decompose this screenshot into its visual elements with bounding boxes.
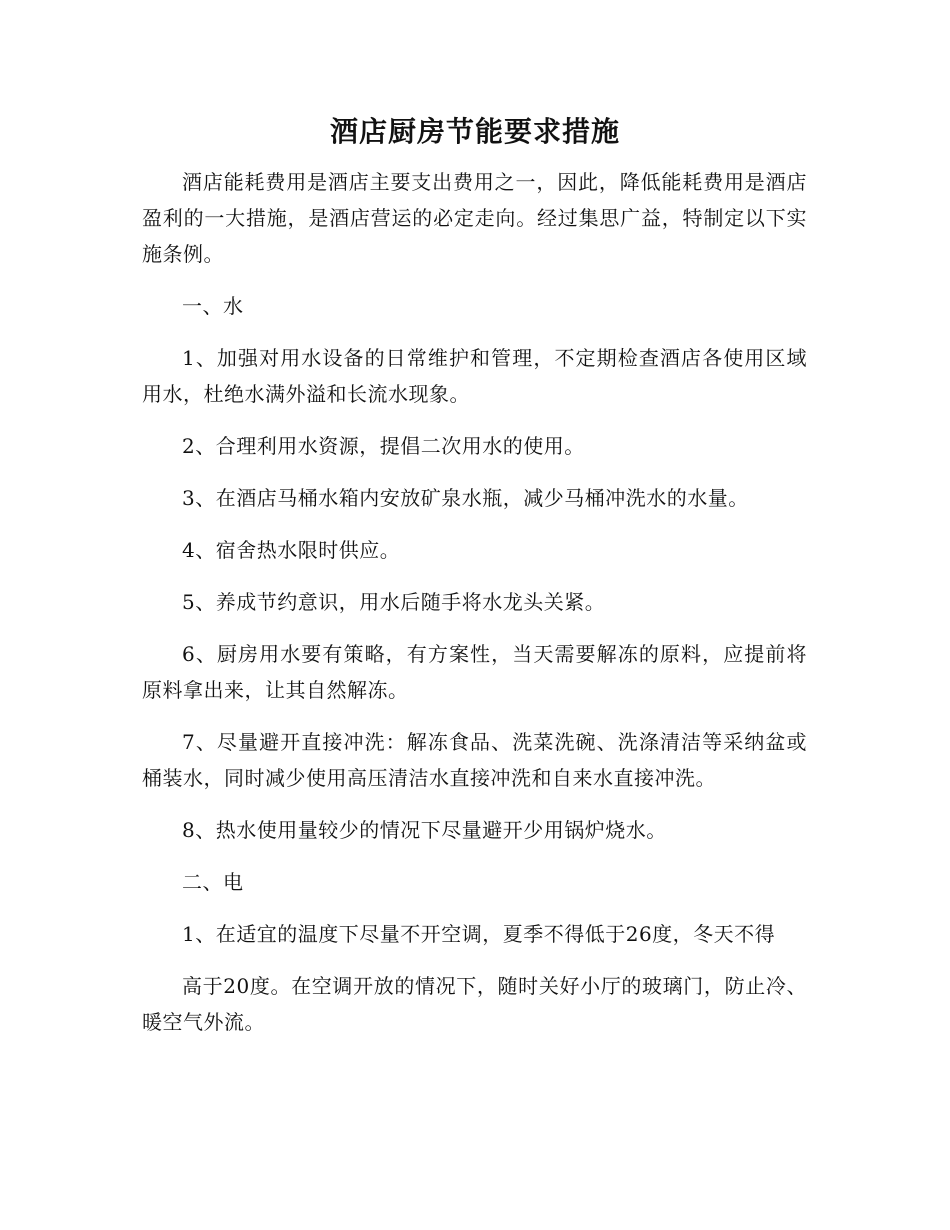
water-item-8: 8、热水使用量较少的情况下尽量避开少用锅炉烧水。 bbox=[182, 818, 667, 842]
water-item-2: 2、合理利用水资源，提倡二次用水的使用。 bbox=[182, 434, 585, 458]
water-item-7: 7、尽量避开直接冲洗：解冻食品、洗菜洗碗、洗涤清洁等采纳盆或桶装水，同时减少使用高压清洁水直接冲洗和自来水直接冲洗。 bbox=[142, 730, 807, 790]
water-item-3: 3、在酒店马桶水箱内安放矿泉水瓶，减少马桶冲洗水的水量。 bbox=[182, 486, 749, 510]
water-item-1: 1、加强对用水设备的日常维护和管理，不定期检查酒店各使用区域用水，杜绝水满外溢和长流水现象。 bbox=[142, 346, 807, 406]
electricity-item-1-continued: 高于20度。在空调开放的情况下，随时关好小厅的玻璃门，防止冷、暖空气外流。 bbox=[142, 974, 807, 1034]
water-item-6: 6、厨房用水要有策略，有方案性，当天需要解冻的原料，应提前将原料拿出来，让其自然解冻。 bbox=[142, 642, 807, 702]
water-item-4: 4、宿舍热水限时供应。 bbox=[182, 538, 401, 562]
intro-paragraph: 酒店能耗费用是酒店主要支出费用之一，因此，降低能耗费用是酒店盈利的一大措施，是酒店营运的必定走向。经过集思广益，特制定以下实施条例。 bbox=[142, 170, 807, 266]
section-heading-electricity: 二、电 bbox=[182, 870, 244, 894]
document-title: 酒店厨房节能要求措施 bbox=[329, 115, 620, 148]
document-body bbox=[142, 164, 807, 1056]
section-heading-water: 一、水 bbox=[182, 294, 244, 318]
water-item-5: 5、养成节约意识，用水后随手将水龙头关紧。 bbox=[182, 590, 606, 614]
electricity-item-1: 1、在适宜的温度下尽量不开空调，夏季不得低于26度，冬天不得 bbox=[182, 922, 776, 946]
